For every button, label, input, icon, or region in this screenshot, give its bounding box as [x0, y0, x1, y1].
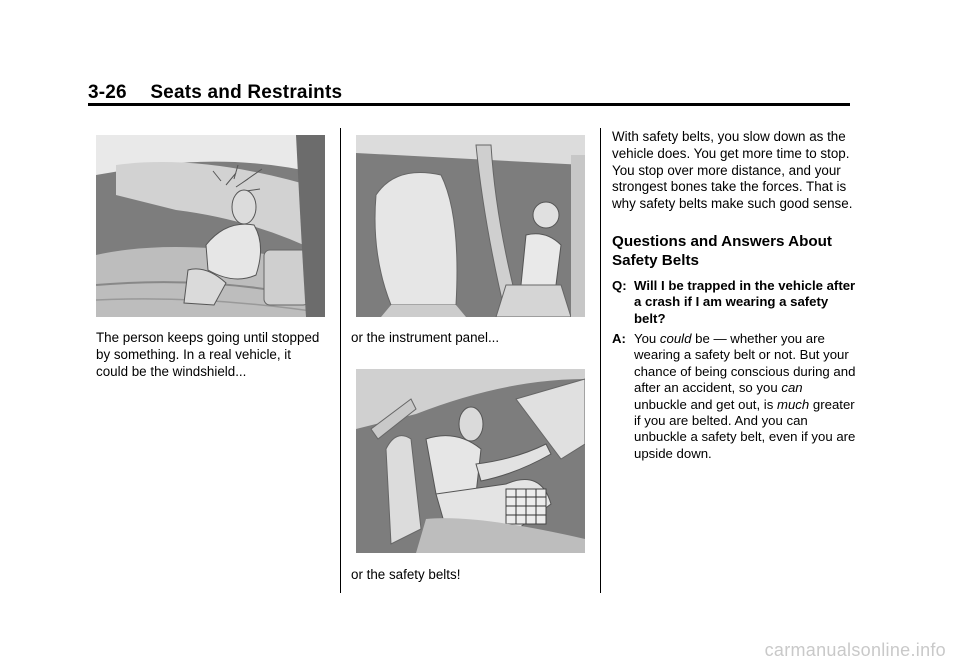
- answer-segment: unbuckle and get out, is: [634, 396, 777, 412]
- answer-segment: You: [634, 331, 660, 346]
- answer-emphasis: can: [781, 380, 803, 396]
- windshield-illustration: [96, 135, 325, 317]
- answer-item: [612, 331, 857, 462]
- instrument-panel-illustration: [356, 135, 585, 317]
- question-item: [612, 278, 857, 327]
- answer-emphasis: could: [659, 331, 692, 346]
- header-rule: [88, 103, 850, 106]
- answer-label: A:: [612, 331, 626, 346]
- section-heading: Questions and Answers About Safety Belts: [612, 233, 832, 269]
- figure3-caption: or the safety belts!: [351, 567, 461, 582]
- question-text: Will I be trapped in the vehicle after a crash if I am wearing a safety belt?: [634, 278, 856, 326]
- page-number: 3-26: [88, 82, 127, 103]
- answer-segment: greater if you are belted. And you can unbuckle a safety belt, even if you are upside down.: [634, 396, 856, 461]
- question-label: Q:: [612, 278, 627, 293]
- intro-paragraph: With safety belts, you slow down as the vehicle does. You get more time to stop. You stop over more distance, and your strongest bones take the forces. That is why safety belts make such good sense.: [612, 129, 853, 212]
- answer-emphasis: much: [776, 396, 810, 412]
- figure1-caption: The person keeps going until stopped by something. In a real vehicle, it could be the windshield...: [96, 330, 320, 379]
- column-divider-left: [340, 128, 341, 593]
- figure2-caption: or the instrument panel...: [351, 330, 500, 345]
- watermark-text: carmanualsonline.info: [764, 640, 946, 660]
- page-header: [88, 82, 342, 104]
- column-divider-right: [600, 128, 601, 593]
- safety-belt-illustration: [356, 369, 585, 553]
- answer-text: [612, 331, 857, 462]
- section-title: Seats and Restraints: [150, 82, 343, 103]
- answer-segment: be — whether you are wearing a safety belt or not. But your chance of being conscious during and after an accident, so you: [634, 331, 856, 396]
